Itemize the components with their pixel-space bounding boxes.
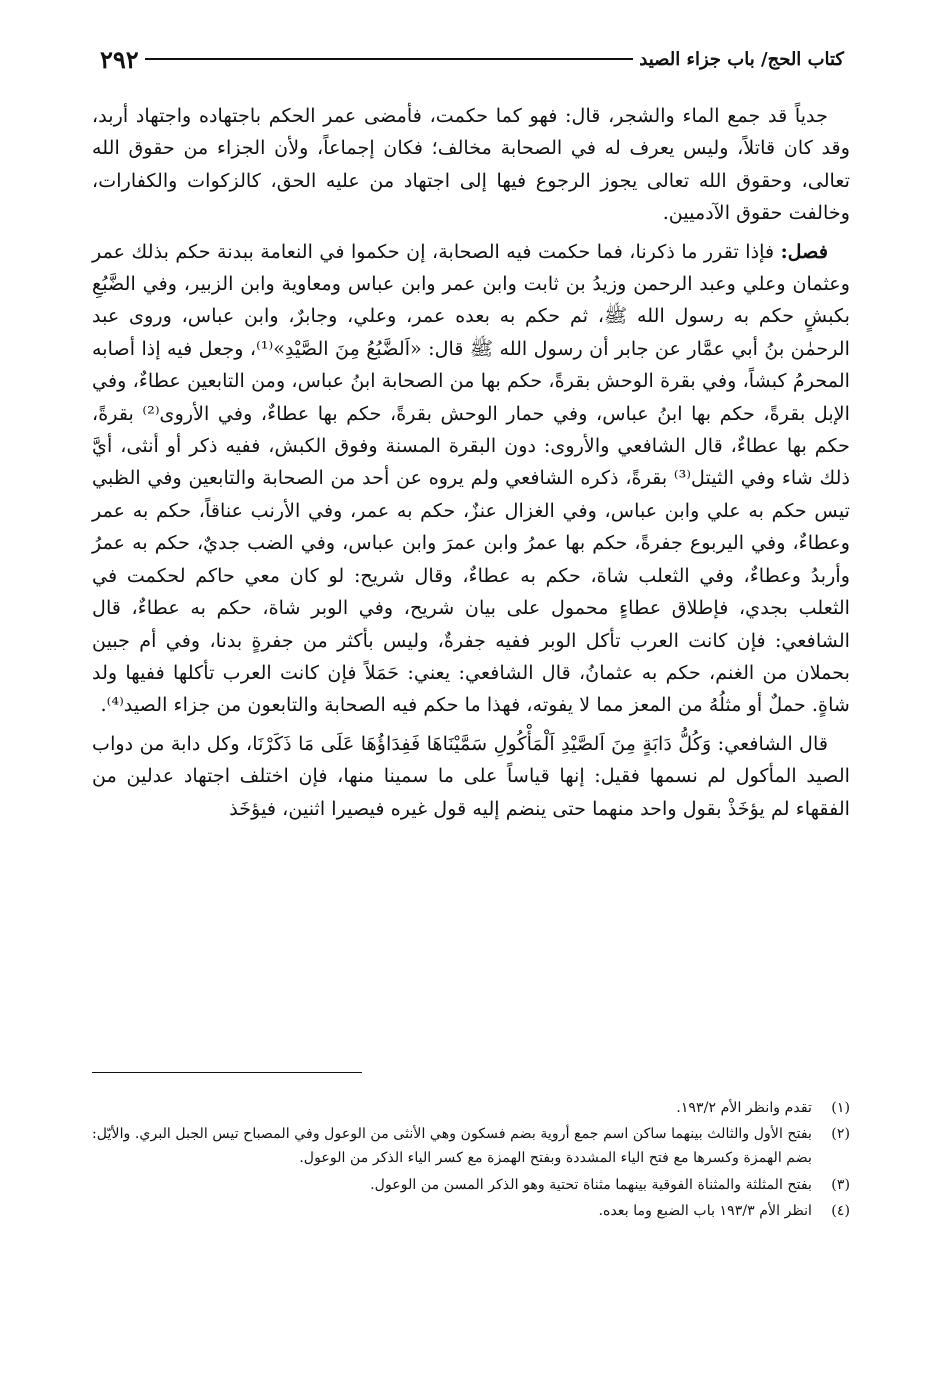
running-head [92, 34, 850, 84]
footnote-3 [92, 1173, 850, 1197]
footnote-text: بفتح الأول والثالث بينهما ساكن اسم جمع أروية بضم فسكون وهي الأنثى من الوعول وفي المصباح تيس الجبل البري. والأيّل: بضم الهمزة وكسرها مع فتح الياء المشددة وبفتح الهمزة مع كسر الياء الذكر من الوعول. [92, 1126, 812, 1167]
paragraph-2-text: فإذا تقرر ما ذكرنا، فما حكمت فيه الصحابة، إن حكموا في النعامة ببدنة حكم بذلك عمر وعثمان وعلي وعبد الرحمن وزيدُ بن ثابت وابن عمر وابن عباس ومعاوية وابن الزبير، وفي الضَّبُعِ بكبشٍ حكم به رسول الله ﷺ، ثم حكم به بعده عمر، وعلي، وجابرٌ، وابن عباس، وروى عبد الرحمٰن بنُ أبي عمَّار عن جابر أن رسول الله ﷺ قال: «اَلضَّبُعُ مِنَ الصَّيْدِ»⁽¹⁾، وجعل فيه إذا أصابه المحرمُ كبشاً، وفي بقرة الوحش بقرةً، حكم بها من الصحابة ابنُ عباس، ومن التابعين عطاءٌ، وفي الإبل بقرةً، حكم بها ابنُ عباس، وفي حمار الوحش بقرةً، حكم بها عطاءٌ، وفي الأروى⁽²⁾ بقرةً، حكم بها عطاءٌ، قال الشافعي والأروى: دون البقرة المسنة وفوق الكبش، ففيه ذكر أو أنثى، أيَّ ذلك شاء وفي الثيتل⁽³⁾ بقرةً، ذكره الشافعي ولم يروه عن أحد من الصحابة والتابعين وفي الظبي تيس حكم به علي وابن عباس، وفي الغزال عنزٌ، حكم به عمر، وفي الأرنب عناقاً، حكم به عمر وعطاءٌ، وفي اليربوع جفرةً، حكم بها عمرُ وابن عمرَ وابن عباس، وفي الضب جديٌ، حكم به عمرُ وأربدُ وعطاءٌ، وفي الثعلب شاة، حكم به عطاءٌ، وقال شريح: لو كان معي حاكم لحكمت في الثعلب بجدي، فإطلاق عطاءٍ محمول على بيان شريح، وفي الوبر شاة، حكم به عطاءٌ، قال الشافعي: فإن كانت العرب تأكل الوبر ففيه جفرةٌ، وليس بأكثر من جفرةٍ بدنا، وفي أم جبين بحملان من الغنم، حكم به عثمانُ، قال الشافعي: يعني: حَمَلاً فإن كانت العرب تأكلها ففيها ولد شاةٍ. حملٌ أو مثلُهُ من المعز مما لا يفوته، فهذا ما حكم فيه الصحابة والتابعون من جزاء الصيد⁽⁴⁾. [92, 239, 851, 717]
footnote-number: (٣) [831, 1176, 850, 1193]
page [92, 34, 850, 831]
footnote-number: (٢) [831, 1126, 850, 1143]
paragraph-3-text: قال الشافعي: وَكُلُّ دَابَةٍ مِنَ اَلصَّيْدِ اَلْمَأْكُولِ سَمَّيْنَاهَا فَفِدَاؤُهَا عَلَى مَا ذَكَرْنَا، وكل دابة من دواب الصيد المأكول لم نسمها فقيل: إنها قياساً على ما سمينا منها، فإن اختلف اجتهاد عدلين من الفقهاء لم يؤخَذْ بقول واحد منهما حتى ينضم إليه قول غيره فيصيرا اثنين، فيؤخَذ [92, 731, 850, 820]
footnotes [92, 1096, 850, 1225]
footnote-1 [92, 1096, 850, 1120]
footnote-4 [92, 1199, 850, 1223]
page-number: ٢٩٢ [100, 44, 139, 74]
header-rule [145, 58, 634, 60]
footnote-text: تقدم وانظر الأم ١٩٣/٢. [676, 1100, 812, 1116]
paragraph-3 [92, 728, 850, 825]
paragraph-2 [92, 236, 850, 722]
paragraph-1-text: جدياً قد جمع الماء والشجر، قال: فهو كما حكمت، فأمضى عمر الحكم باجتهاده واجتهاد أربد، وقد كان قاتلاً، وليس يعرف له في الصحابة مخالف؛ فكان إجماعاً، ولأن الجزاء من حقوق الله تعالى، وحقوق الله تعالى يجوز الرجوع فيها إلى اجتهاد من عليه الحق، كالزكوات والكفارات، وخالفت حقوق الآدميين. [92, 104, 850, 225]
footnote-separator [92, 1072, 362, 1073]
section-heading: فصل: [780, 239, 828, 263]
footnote-number: (٤) [831, 1202, 850, 1219]
main-text [92, 100, 850, 825]
footnote-text: انظر الأم ١٩٣/٣ باب الضبع وما بعده. [598, 1202, 812, 1219]
footnote-number: (١) [831, 1100, 850, 1116]
chapter-title: كتاب الحج/ باب جزاء الصيد [639, 48, 844, 70]
footnote-text: بفتح المثلثة والمثناة الفوقية بينهما مثناة تحتية وهو الذكر المسن من الوعول. [370, 1176, 812, 1193]
paragraph-1 [92, 100, 850, 230]
footnote-2 [92, 1122, 850, 1170]
